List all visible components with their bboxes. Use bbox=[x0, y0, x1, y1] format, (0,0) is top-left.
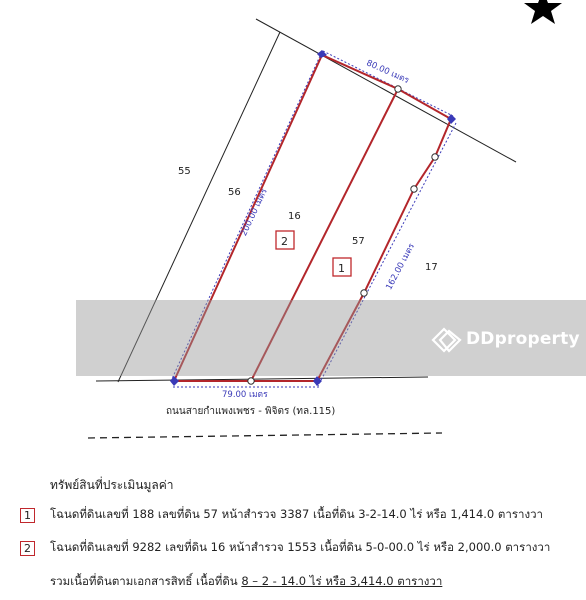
dimension-label-top: 80.00 เมตร bbox=[364, 58, 411, 86]
parcel-label-16: 16 bbox=[288, 211, 301, 222]
vertex-marker bbox=[395, 86, 401, 92]
parcel-box-2-label: 2 bbox=[281, 235, 288, 248]
legend-item-1-number: 1 bbox=[20, 508, 35, 523]
parcel-label-55: 55 bbox=[178, 166, 191, 177]
legend-title: ทรัพย์สินที่ประเมินมูลค่า bbox=[50, 478, 174, 492]
arrow-marker bbox=[170, 376, 179, 386]
arrow-marker bbox=[447, 114, 456, 124]
vertex-marker bbox=[411, 186, 417, 192]
watermark-text: DDproperty bbox=[466, 329, 580, 349]
parcel-label-57: 57 bbox=[352, 236, 365, 247]
dimension-label-left: 200.00 เมตร bbox=[239, 187, 270, 238]
parcel-box-1-label: 1 bbox=[338, 262, 345, 275]
legend-item-2-number: 2 bbox=[20, 541, 35, 556]
vertex-marker bbox=[248, 378, 254, 384]
dimension-label-bottom: 79.00 เมตร bbox=[222, 390, 268, 400]
legend-item-2 bbox=[20, 539, 550, 557]
total-area-value: 8 – 2 - 14.0 ไร่ หรือ 3,414.0 ตารางวา bbox=[241, 574, 443, 588]
road-centerline bbox=[88, 433, 442, 438]
ddproperty-logo-icon bbox=[430, 326, 464, 354]
legend-item-2-text: โฉนดที่ดินเลขที่ 9282 เลขที่ดิน 16 หน้าสำรวจ 1553 เนื้อที่ดิน 5-0-00.0 ไร่ หรือ 2,000.0 ตารางวา bbox=[50, 540, 551, 554]
legend-item-1 bbox=[20, 506, 543, 524]
legend-item-1-text: โฉนดที่ดินเลขที่ 188 เลขที่ดิน 57 หน้าสำรวจ 3387 เนื้อที่ดิน 3-2-14.0 ไร่ หรือ 1,414.0 ตารางวา bbox=[50, 507, 543, 521]
vertex-marker bbox=[432, 154, 438, 160]
neighbor-boundary-top bbox=[256, 19, 516, 162]
parcel-label-56: 56 bbox=[228, 187, 241, 198]
parcel-label-17: 17 bbox=[425, 262, 438, 273]
arrow-marker bbox=[313, 376, 322, 386]
vertex-marker bbox=[361, 290, 367, 296]
road-name: ถนนสายกำแพงเพชร - พิจิตร (ทล.115) bbox=[166, 406, 336, 417]
dimension-label-right: 162.00 เมตร bbox=[384, 241, 418, 292]
north-star-icon bbox=[524, 0, 562, 24]
total-area bbox=[50, 573, 442, 591]
total-area-prefix: รวมเนื้อที่ดินตามเอกสารสิทธิ์ เนื้อที่ดิน bbox=[50, 574, 242, 588]
